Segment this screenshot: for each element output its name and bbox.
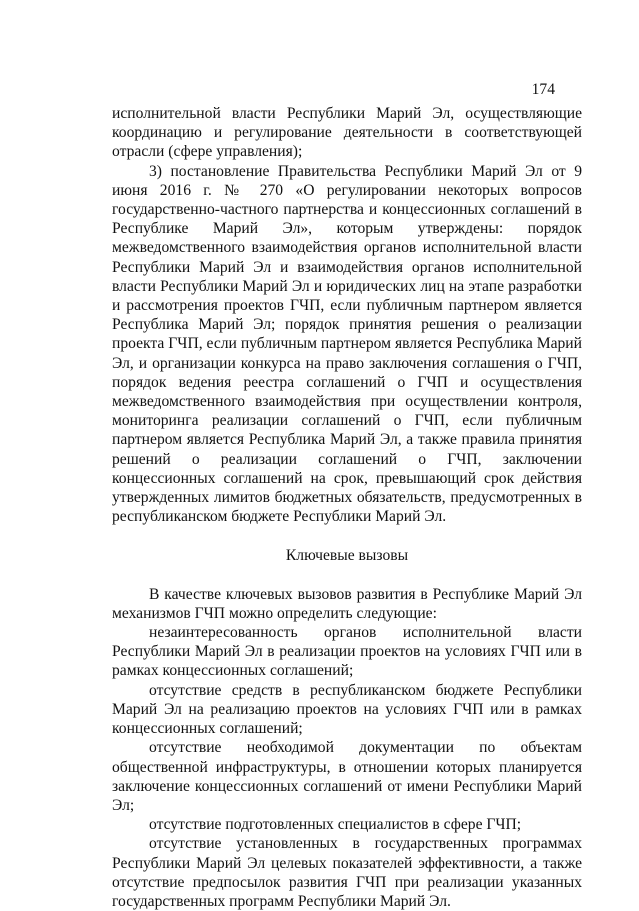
paragraph-continuation: исполнительной власти Республики Марий Эл, осуществляющие координацию и регулирование деятельности в соответствующей отрасли (сфере управления); (112, 105, 582, 161)
document-body (112, 104, 582, 911)
section-heading: Ключевые вызовы (285, 547, 409, 565)
paragraph-intro: В качестве ключевых вызовов развития в Республике Марий Эл механизмов ГЧП можно определить следующие: (112, 585, 582, 622)
spacer (112, 526, 582, 546)
paragraph-resolution-item-3: 3) постановление Правительства Республики Марий Эл от 9 июня 2016 г. № 270 «О регулировании некоторых вопросов государственно-частного партнерства и концессионных соглашений в Республике Марий Эл», которым утверждены: порядок межведомственного взаимодействия органов исполнительной власти Республики Марий Эл и взаимодействия органов исполнительной власти Республики Марий Эл и юридических лиц на этапе разработки и рассмотрения проектов ГЧП, если публичным партнером является Республика Марий Эл; порядок принятия решения о реализации проекта ГЧП, если публичным партнером является Республика Марий Эл, и организации конкурса на право заключения соглашения о ГЧП, порядок ведения реестра соглашений о ГЧП и осуществления межведомственного взаимодействия при осуществлении контроля, мониторинга реализации соглашений о ГЧП, если публичным партнером является Республика Марий Эл, а также правила принятия решений о реализации соглашений о ГЧП, заключении концессионных соглашений на срок, превышающий срок действия утвержденных лимитов бюджетных обязательств, предусмотренных в республиканском бюджете Республики Марий Эл. (112, 162, 582, 526)
list-item-challenge: незаинтересованность органов исполнительной власти Республики Марий Эл в реализации проектов на условиях ГЧП или в рамках концессионных соглашений; (112, 624, 582, 680)
spacer (112, 566, 582, 585)
page-number: 174 (531, 81, 555, 98)
list-item-challenge: отсутствие установленных в государственных программах Республики Марий Эл целевых показателей эффективности, а также отсутствие предпосылок развития ГЧП при реализации указанных государственных программ Республики Марий Эл. (112, 835, 582, 910)
list-item-challenge: отсутствие необходимой документации по объектам общественной инфраструктуры, в отношении которых планируется заключение концессионных соглашений от имени Республики Марий Эл; (112, 739, 582, 814)
list-item-challenge: отсутствие средств в республиканском бюджете Республики Марий Эл на реализацию проектов на условиях ГЧП или в рамках концессионных соглашений; (112, 681, 582, 738)
list-item-challenge: отсутствие подготовленных специалистов в сфере ГЧП; (149, 816, 522, 834)
